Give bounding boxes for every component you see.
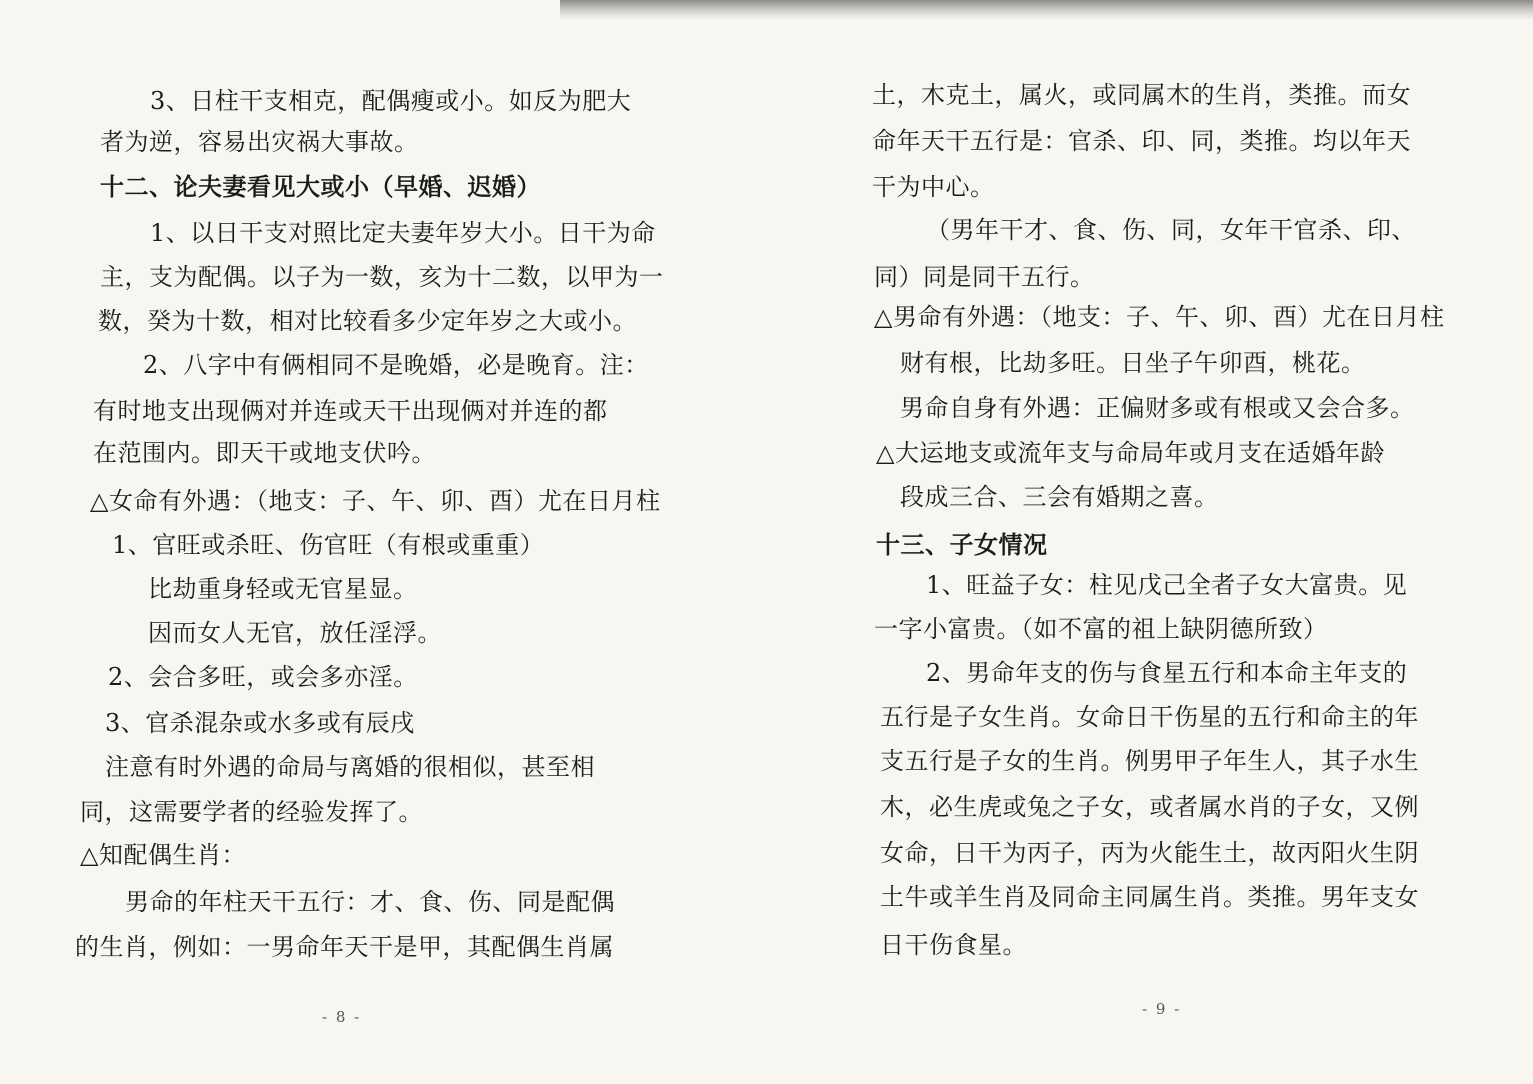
text-line: 支五行是子女的生肖。例男甲子年生人，其子水生 xyxy=(880,747,1419,775)
text-line: 财有根，比劫多旺。日坐子午卯酉，桃花。 xyxy=(900,349,1366,377)
text-line: △女命有外遇：（地支：子、午、卯、酉）尤在日月柱 xyxy=(90,487,661,515)
text-line: 的生肖，例如：一男命年天干是甲，其配偶生肖属 xyxy=(75,933,614,961)
text-line: 同，这需要学者的经验发挥了。 xyxy=(80,798,423,826)
page-number: - 8 - xyxy=(322,1008,362,1026)
text-line: 2、男命年支的伤与食星五行和本命主年支的 xyxy=(926,659,1408,687)
left-page xyxy=(0,0,766,1084)
right-page xyxy=(766,0,1533,1084)
text-line: 2、会合多旺，或会多亦淫。 xyxy=(108,663,418,691)
text-line: 日干伤食星。 xyxy=(880,931,1027,959)
text-line: 主，支为配偶。以子为一数，亥为十二数，以甲为一 xyxy=(100,263,664,291)
text-line: 数，癸为十数，相对比较看多少定年岁之大或小。 xyxy=(98,307,637,335)
text-line: 比劫重身轻或无官星显。 xyxy=(148,575,418,603)
text-line: 1、以日干支对照比定夫妻年岁大小。日干为命 xyxy=(150,219,656,247)
text-line: 干为中心。 xyxy=(872,173,995,201)
text-line: 在范围内。即天干或地支伏吟。 xyxy=(93,439,436,467)
text-line: 1、官旺或杀旺、伤官旺（有根或重重） xyxy=(112,531,545,559)
text-line: 男命的年柱天干五行：才、食、伤、同是配偶 xyxy=(125,888,615,916)
text-line: 一字小富贵。（如不富的祖上缺阴德所致） xyxy=(874,615,1328,643)
text-line: 木，必生虎或兔之子女，或者属水肖的子女，又例 xyxy=(880,793,1419,821)
text-line: 段成三合、三会有婚期之喜。 xyxy=(900,483,1219,511)
text-line: 者为逆，容易出灾祸大事故。 xyxy=(100,128,419,156)
text-line: 土牛或羊生肖及同命主同属生肖。类推。男年支女 xyxy=(880,883,1419,911)
text-line: 五行是子女生肖。女命日干伤星的五行和命主的年 xyxy=(880,703,1419,731)
text-line: 1、旺益子女：柱见戊己全者子女大富贵。见 xyxy=(926,571,1408,599)
text-line: 女命，日干为丙子，丙为火能生土，故丙阳火生阴 xyxy=(880,839,1419,867)
text-line: 土，木克土，属火，或同属木的生肖，类推。而女 xyxy=(872,81,1411,109)
text-line: 3、日柱干支相克，配偶瘦或小。如反为肥大 xyxy=(150,87,632,115)
text-line: 3、官杀混杂或水多或有辰戌 xyxy=(105,709,415,737)
text-line: 同）同是同干五行。 xyxy=(874,263,1095,291)
text-line: （男年干才、食、伤、同，女年干官杀、印、 xyxy=(926,216,1416,244)
text-line: 男命自身有外遇：正偏财多或有根或又会合多。 xyxy=(900,394,1415,422)
text-line: △大运地支或流年支与命局年或月支在适婚年龄 xyxy=(876,439,1385,467)
text-line: △男命有外遇：（地支：子、午、卯、酉）尤在日月柱 xyxy=(874,303,1445,331)
text-line: 2、八字中有俩相同不是晚婚，必是晚育。注： xyxy=(143,351,649,379)
page-number: - 9 - xyxy=(1142,1000,1182,1018)
text-line: △知配偶生肖： xyxy=(80,841,246,869)
section-heading: 十三、子女情况 xyxy=(876,531,1048,559)
section-heading: 十二、论夫妻看见大或小（早婚、迟婚） xyxy=(100,173,541,201)
text-line: 命年天干五行是：官杀、印、同，类推。均以年天 xyxy=(872,127,1411,155)
text-line: 注意有时外遇的命局与离婚的很相似，甚至相 xyxy=(105,753,595,781)
text-line: 有时地支出现俩对并连或天干出现俩对并连的都 xyxy=(93,397,608,425)
text-line: 因而女人无官，放任淫浮。 xyxy=(148,619,442,647)
